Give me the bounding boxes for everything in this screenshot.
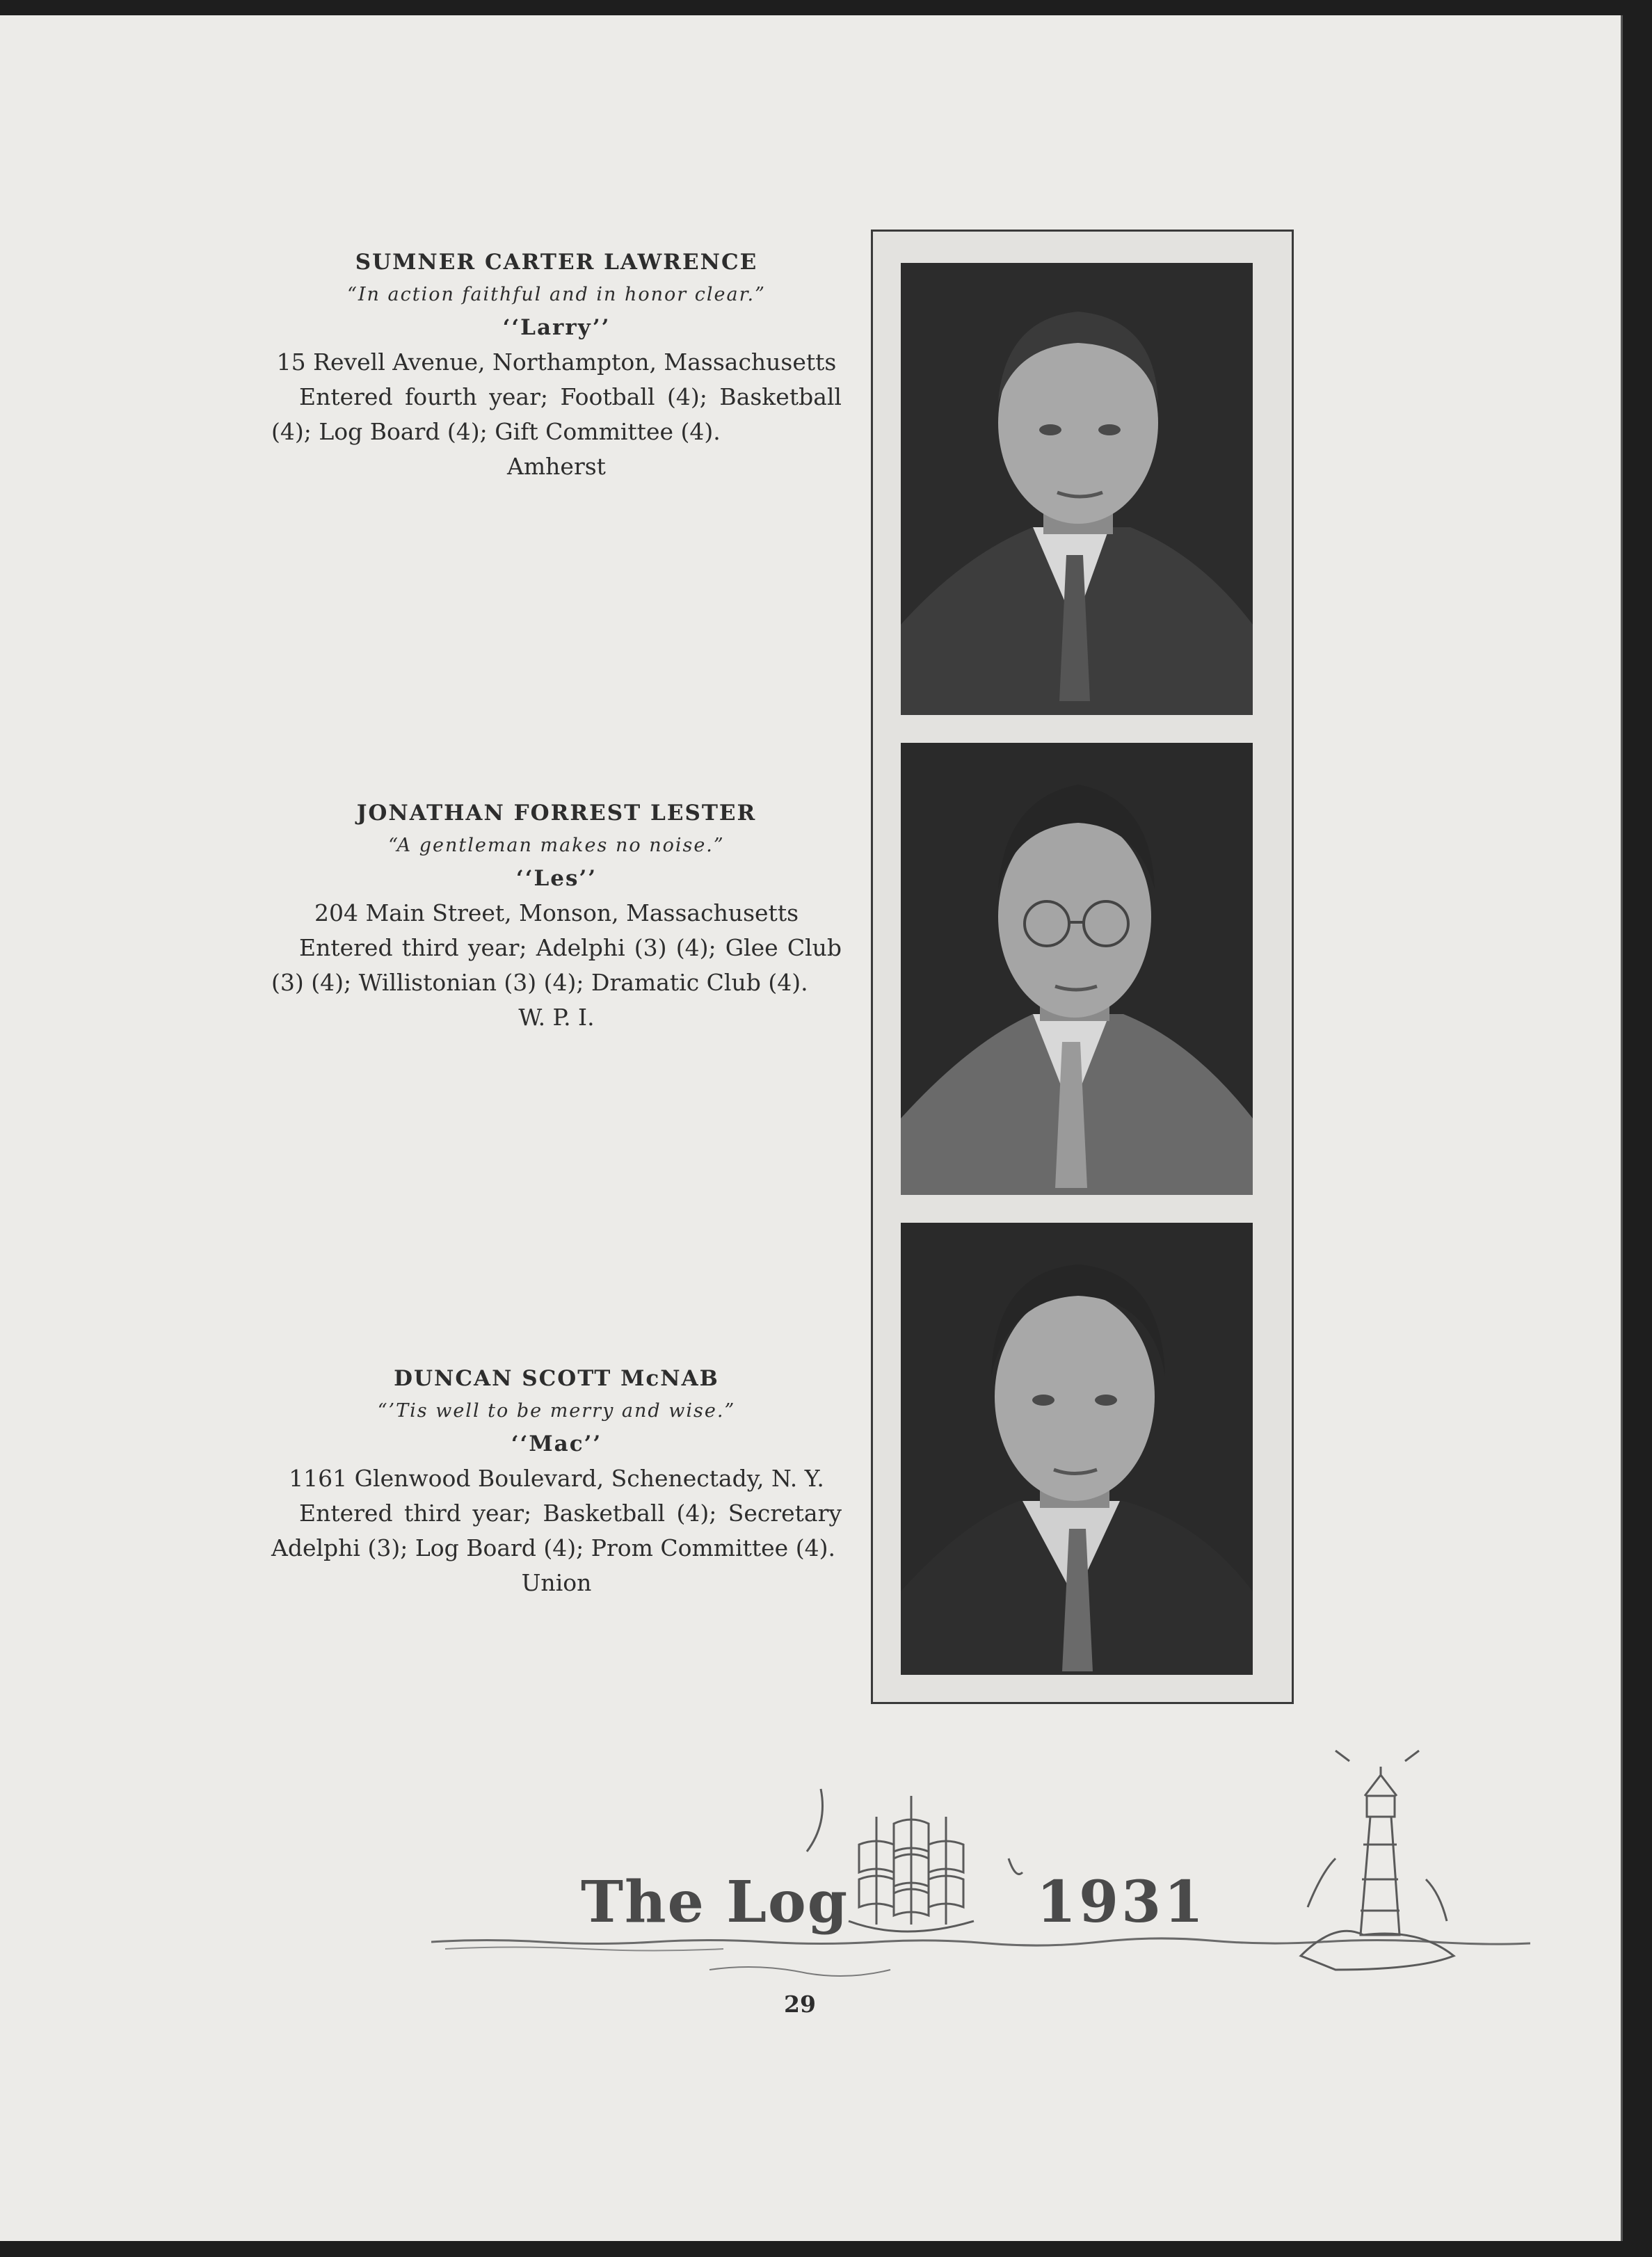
entry-nickname: ‘‘Mac’’ [511, 1431, 602, 1456]
entry-name: SUMNER CARTER LAWRENCE [355, 250, 758, 275]
entry-quote: “A gentleman makes no noise.” [388, 835, 725, 856]
entry-address: 204 Main Street, Monson, Massachusetts [314, 899, 799, 926]
senior-entry-lester [271, 796, 842, 1035]
entry-quote: “’Tis well to be merry and wise.” [377, 1400, 736, 1422]
senior-entry-mcnab [271, 1361, 842, 1600]
entry-college: Union [521, 1569, 592, 1596]
entry-record: Entered third year; Adelphi (3) (4); Glee Club (3) (4); Willistonian (3) (4); Dramatic Club (4). [271, 934, 842, 996]
entry-nickname: ‘‘Les’’ [515, 866, 598, 891]
entry-name: DUNCAN SCOTT McNAB [394, 1366, 719, 1391]
entry-address: 1161 Glenwood Boulevard, Schenectady, N. Y. [289, 1465, 824, 1492]
portrait-photo-lester [901, 743, 1253, 1195]
portrait-photo-mcnab [901, 1223, 1253, 1675]
entry-record: Entered third year; Basketball (4); Secretary Adelphi (3); Log Board (4); Prom Committee (4). [271, 1500, 842, 1561]
entry-college: W. P. I. [518, 1004, 595, 1031]
portrait-photo-lawrence [901, 263, 1253, 715]
senior-entry-lawrence [271, 245, 842, 484]
entry-college: Amherst [507, 453, 606, 480]
footer-title: The Log [581, 1869, 849, 1936]
entry-name: JONATHAN FORREST LESTER [356, 801, 757, 826]
yearbook-page [0, 15, 1623, 2241]
page-number: 29 [784, 1991, 816, 2018]
entry-address: 15 Revell Avenue, Northampton, Massachusetts [276, 348, 837, 376]
footer-year: 1931 [1036, 1869, 1207, 1936]
entry-record: Entered fourth year; Football (4); Basketball (4); Log Board (4); Gift Committee (4). [271, 383, 842, 445]
entry-quote: “In action faithful and in honor clear.” [347, 284, 766, 305]
photo-frame [871, 230, 1294, 1704]
entry-nickname: ‘‘Larry’’ [502, 315, 611, 340]
